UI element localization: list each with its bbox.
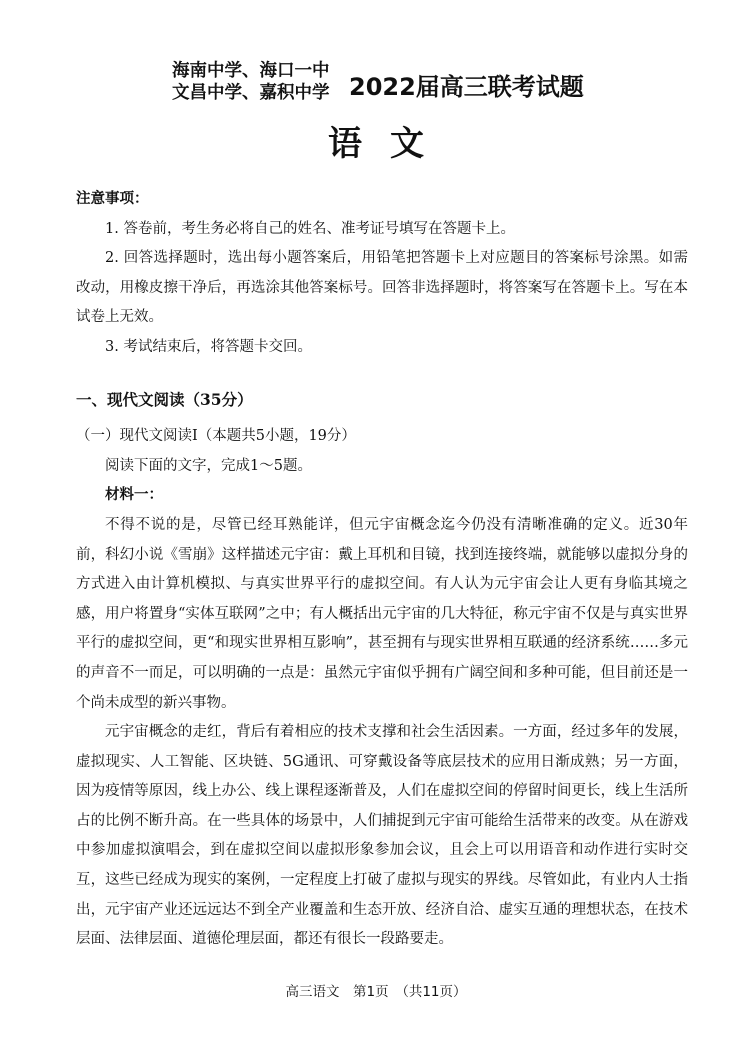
notice-item-1: 1. 答卷前，考生务必将自己的姓名、准考证号填写在答题卡上。 [105, 220, 515, 237]
material-label: 材料一： [105, 487, 163, 504]
subject-title: 语文 [328, 124, 452, 164]
notice-item-3: 3. 考试结束后，将答题卡交回。 [105, 338, 312, 355]
exam-header [0, 58, 752, 114]
notice-heading: 注意事项： [76, 191, 149, 207]
school-names [172, 60, 347, 104]
heading-spacer [76, 414, 688, 422]
section-spacer [76, 363, 688, 385]
section-heading: 一、现代文阅读（35分） [76, 389, 253, 409]
school-names-line-2: 文昌中学、嘉积中学 [172, 83, 330, 103]
subsection-heading: （一）现代文阅读Ⅰ（本题共5小题，19分） [76, 428, 356, 445]
page-footer: 高三语文 第1页 （共11页） [285, 984, 467, 1000]
material-paragraph-2: 元宇宙概念的走红，背后有着相应的技术支撑和社会生活因素。一方面，经过多年的发展，虚拟现实、人工智能、区块链、5G通讯、可穿戴设备等底层技术的应用日渐成熟；另一方面，因为疫情等原因，线上办公、线上课程逐渐普及，人们在虚拟空间的停留时间更长，线上生活所占的比例不断升高。在一些具体的场景中，人们捕捉到元宇宙可能给生活带来的改变。从在游戏中参加虚拟演唱会，到在虚拟空间以虚拟形象参加会议，且会上可以用语音和动作进行实时交互，这些已经成为现实的案例，一定程度上打破了虚拟与现实的界线。尽管如此，有业内人士指出，元宇宙产业还远远达不到全产业覆盖和生态开放、经济自洽、虚实互通的理想状态，在技术层面、法律层面、道德伦理层面，都还有很长一段路要走。 [76, 724, 688, 948]
exam-title: 2022届高三联考试题 [349, 73, 584, 101]
document-body [76, 185, 688, 955]
notice-item-2: 2. 回答选择题时，选出每小题答案后，用铅笔把答题卡上对应题目的答案标号涂黑。如需改动，用橡皮擦干净后，再选涂其他答案标号。回答非选择题时，将答案写在答题卡上。写在本试卷上无效。 [76, 250, 688, 326]
school-names-line-1: 海南中学、海口一中 [172, 61, 330, 81]
reading-instruction: 阅读下面的文字，完成1～5题。 [105, 457, 312, 474]
material-paragraph-1: 不得不说的是，尽管已经耳熟能详，但元宇宙概念迄今仍没有清晰准确的定义。近30年前，科幻小说《雪崩》这样描述元宇宙：戴上耳机和目镜，找到连接终端，就能够以虚拟分身的方式进入由计算机模拟、与真实世界平行的虚拟空间。有人认为元宇宙会让人更有身临其境之感，用户将置身“实体互联网”之中；有人概括出元宇宙的几大特征，称元宇宙不仅是与真实世界平行的虚拟空间，更“和现实世界相互影响”，甚至拥有与现实世界相互联通的经济系统……多元的声音不一而足，可以明确的一点是：虽然元宇宙似乎拥有广阔空间和多种可能，但目前还是一个尚未成型的新兴事物。 [76, 516, 688, 711]
